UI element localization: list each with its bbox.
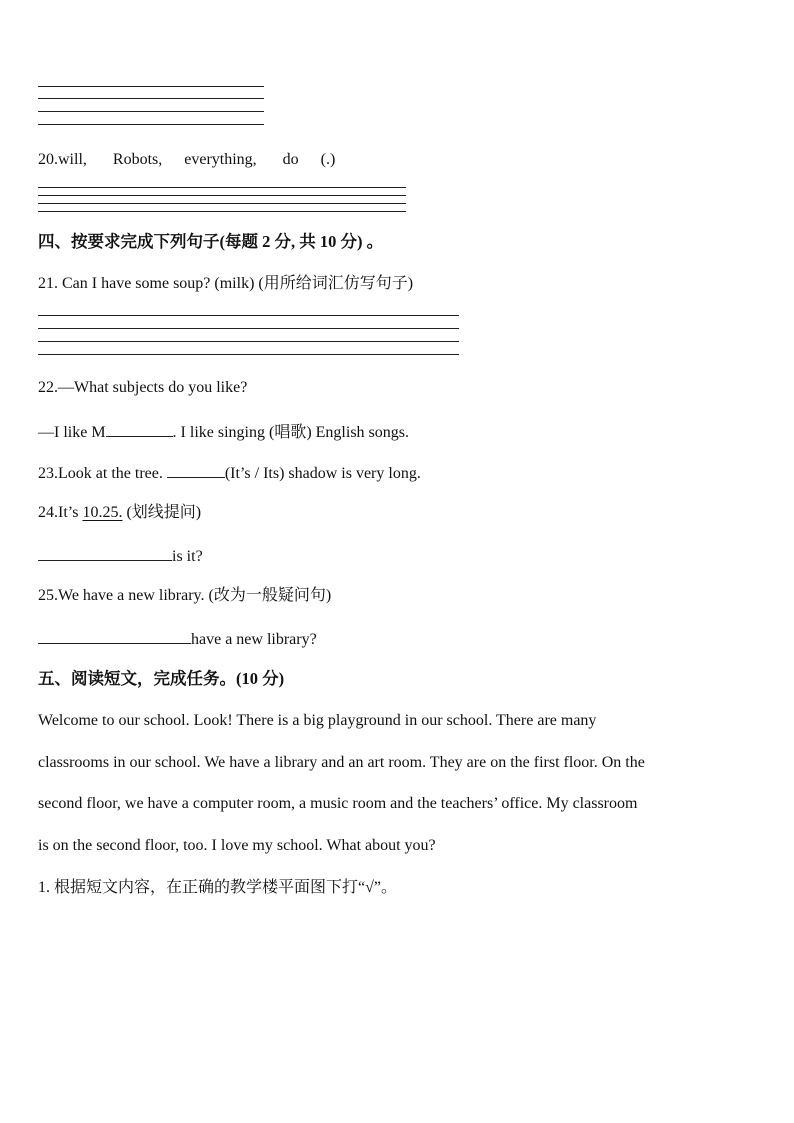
question-number: 21 <box>38 275 54 292</box>
question-24: 24.It’s 10.25. (划线提问) <box>38 504 202 521</box>
question-number: 23. <box>38 465 58 482</box>
question-text: —What subjects do you like? <box>58 379 248 396</box>
answer-line-21-2 <box>38 328 459 329</box>
section-4-heading: 四、按要求完成下列句子(每题 2 分, 共 10 分) 。 <box>38 232 384 251</box>
answer-line-19-1 <box>38 86 264 87</box>
answer-line-21-3 <box>38 341 459 342</box>
passage-line: classrooms in our school. We have a library and an art room. They are on the first floor. On the <box>38 754 645 771</box>
scrambled-word: Robots, <box>112 151 163 168</box>
question-25-answer: have a new library? <box>38 628 317 650</box>
answer-line-19-3 <box>38 111 264 112</box>
answer-line-19-2 <box>38 98 264 99</box>
question-number: 22. <box>38 379 58 396</box>
scrambled-word: will, <box>58 151 87 168</box>
section-5-heading: 五、阅读短文，完成任务。(10 分) <box>38 669 285 688</box>
answer-blank[interactable] <box>38 545 172 561</box>
question-23: 23.Look at the tree. (It’s / Its) shadow is very long. <box>38 462 421 484</box>
answer-line-21-1 <box>38 315 459 316</box>
task-1-instruction: 1. 根据短文内容，在正确的教学楼平面图下打“√”。 <box>38 879 397 896</box>
question-24-answer: is it? <box>38 545 203 567</box>
answer-line-20-1 <box>38 187 406 188</box>
question-number: 20. <box>38 151 58 168</box>
question-25: 25.We have a new library. (改为一般疑问句) <box>38 587 332 604</box>
answer-line-20-2 <box>38 195 406 196</box>
underlined-part: 10.25. <box>82 504 123 521</box>
answer-line-20-3 <box>38 203 406 204</box>
answer-line-19-4 <box>38 124 264 125</box>
question-21 <box>38 274 413 294</box>
passage-line: Welcome to our school. Look! There is a big playground in our school. There are many <box>38 712 597 729</box>
question-text: . Can I have some soup? (milk) <box>54 275 255 292</box>
answer-blank[interactable] <box>167 462 225 478</box>
passage-line: second floor, we have a computer room, a music room and the teachers’ office. My classroom <box>38 795 638 812</box>
answer-blank[interactable] <box>38 628 191 644</box>
scrambled-word: (.) <box>320 151 336 168</box>
question-number: 24. <box>38 504 58 521</box>
question-22 <box>38 378 247 398</box>
scrambled-word: do <box>282 151 299 168</box>
question-22-answer: —I like M . I like singing (唱歌) English songs. <box>38 421 409 443</box>
answer-blank[interactable] <box>106 421 173 437</box>
answer-line-20-4 <box>38 211 406 212</box>
question-number: 25. <box>38 587 58 604</box>
instruction: (用所给词汇仿写句子) <box>258 275 414 292</box>
question-20 <box>38 150 335 170</box>
answer-line-21-4 <box>38 354 459 355</box>
passage-line: is on the second floor, too. I love my school. What about you? <box>38 837 436 854</box>
scrambled-word: everything, <box>184 151 257 168</box>
